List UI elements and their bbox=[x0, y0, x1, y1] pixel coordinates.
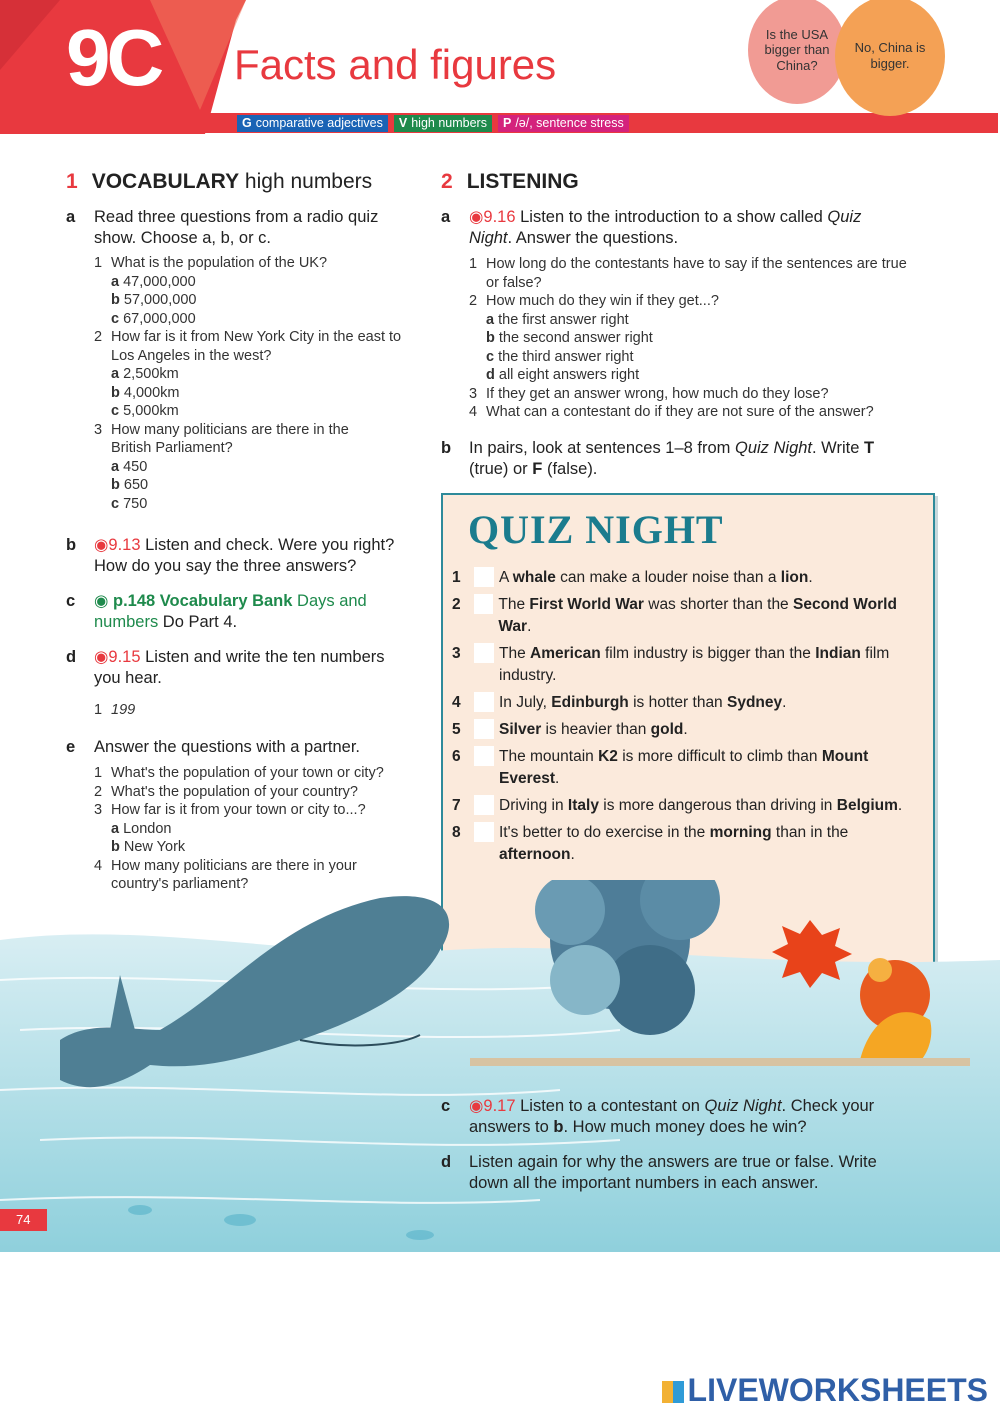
answer-box[interactable] bbox=[474, 795, 494, 815]
quiz-item: 5 Silver is heavier than gold. bbox=[452, 719, 922, 741]
exercise-1d: d ◉9.15 Listen and write the ten numbers you hear. bbox=[66, 648, 385, 687]
question-3-options: a 450 b 650 c 750 bbox=[111, 458, 149, 512]
exercise-2c: c ◉9.17 Listen to a contestant on Quiz Night. Check your answers to b. How much money does he win? bbox=[441, 1097, 875, 1136]
exercise-1b: b ◉9.13 Listen and check. Were you right? How do you say the three answers? bbox=[66, 536, 395, 575]
exercise-1e: e Answer the questions with a partner. bbox=[66, 738, 360, 756]
question-1: 1 What is the population of the UK? bbox=[94, 255, 328, 271]
quiz-item: 8 It's better to do exercise in the morning than in the afternoon. bbox=[452, 822, 922, 866]
answer-box[interactable] bbox=[474, 643, 494, 663]
quiz-statement-text: It's better to do exercise in the morning than in the afternoon. bbox=[499, 824, 849, 863]
quiz-statements bbox=[452, 567, 922, 871]
question-2-options: a 2,500km b 4,000km c 5,000km bbox=[111, 366, 180, 419]
answer-box[interactable] bbox=[474, 594, 494, 614]
section-1-heading: 1 VOCABULARY high numbers bbox=[66, 170, 373, 193]
ocean-illustration bbox=[0, 880, 1000, 1252]
exercise-2a-questions: 1 How long do the contestants have to say if the sentences are true or false? 2 How much do they win if they get...? a the first answer right b the second answer right c the third answer right d all eight answers right 3 If they get an answer wrong, how much do they lose? 4 What can a contestant do if they are not sure of the answer? bbox=[469, 256, 907, 420]
lesson-tags bbox=[237, 115, 629, 132]
quiz-statement-text: The mountain K2 is more difficult to climb than Mount Everest. bbox=[499, 748, 869, 787]
quiz-item: 2 The First World War was shorter than the Second World War. bbox=[452, 594, 922, 638]
question-3: 3 How many politicians are there in the British Parliament? bbox=[94, 421, 349, 456]
exercise-2a: a ◉9.16 Listen to the introduction to a show called Quiz Night. Answer the questions. bbox=[441, 208, 862, 247]
lion-icon bbox=[860, 958, 931, 1065]
speech-bubble-answer: No, China is bigger. bbox=[835, 0, 945, 116]
answer-box[interactable] bbox=[474, 719, 494, 739]
exercise-2d: d Listen again for why the answers are true or false. Write down all the important numbers in each answer. bbox=[441, 1153, 877, 1192]
exercise-1c: c ◉ p.148 Vocabulary Bank Days and numbers Do Part 4. bbox=[66, 592, 367, 631]
exercise-1a: a Read three questions from a radio quiz show. Choose a, b, or c. bbox=[66, 208, 379, 247]
quiz-item: 4 In July, Edinburgh is hotter than Sydney. bbox=[452, 692, 922, 714]
tag-pronunciation: P /ə/, sentence stress bbox=[498, 115, 629, 132]
liveworksheets-logo: LIVEWORKSHEETS bbox=[662, 1372, 988, 1409]
tag-grammar: G comparative adjectives bbox=[237, 115, 388, 132]
quiz-statement-text: A whale can make a louder noise than a lion. bbox=[499, 569, 813, 586]
section-2-heading: 2 LISTENING bbox=[441, 170, 579, 193]
quiz-title: QUIZ NIGHT bbox=[468, 507, 724, 552]
answer-box[interactable] bbox=[474, 822, 494, 842]
quiz-statement-text: Driving in Italy is more dangerous than driving in Belgium. bbox=[499, 797, 903, 814]
quiz-statement-text: The First World War was shorter than the Second World War. bbox=[498, 596, 897, 635]
quiz-statement-text: Silver is heavier than gold. bbox=[499, 721, 688, 738]
audio-icon[interactable]: ◉ bbox=[94, 648, 109, 666]
answer-box[interactable] bbox=[474, 692, 494, 712]
quiz-item: 7 Driving in Italy is more dangerous than driving in Belgium. bbox=[452, 795, 922, 817]
audio-icon[interactable]: ◉ bbox=[469, 1097, 484, 1115]
exercise-1d-example: 1 199 bbox=[94, 702, 136, 718]
tag-vocabulary: V high numbers bbox=[394, 115, 492, 132]
speech-bubble-question: Is the USA bigger than China? bbox=[748, 0, 846, 104]
question-2: 2 How far is it from New York City in the east to Los Angeles in the west? bbox=[94, 329, 402, 364]
answer-box[interactable] bbox=[474, 567, 494, 587]
quiz-item: 6 The mountain K2 is more difficult to climb than Mount Everest. bbox=[452, 746, 922, 790]
quiz-question-list bbox=[94, 254, 414, 513]
answer-box[interactable] bbox=[474, 746, 494, 766]
lesson-number: 9C bbox=[66, 13, 161, 102]
page-number: 74 bbox=[0, 1209, 47, 1231]
exercise-2b: b In pairs, look at sentences 1–8 from Quiz Night. Write T (true) or F (false). bbox=[441, 439, 875, 478]
question-1-options: a 47,000,000 b 57,000,000 c 67,000,000 bbox=[111, 273, 197, 327]
audio-icon[interactable]: ◉ bbox=[469, 208, 484, 226]
audio-icon[interactable]: ◉ bbox=[94, 536, 109, 554]
logo-grid-icon bbox=[662, 1381, 684, 1403]
vocabulary-bank-icon: ◉ bbox=[94, 592, 109, 610]
quiz-statement-text: In July, Edinburgh is hotter than Sydney. bbox=[499, 694, 787, 711]
ground-strip bbox=[470, 1058, 970, 1066]
exercise-1e-questions: 1 What's the population of your town or city? 2 What's the population of your country? 3 How far is it from your town or city to...? a London b New York 4 How many politicians are there in your country's parliament? bbox=[94, 765, 384, 892]
vocabulary-bank-link[interactable]: p.148 Vocabulary Bank bbox=[113, 592, 293, 610]
quiz-statement-text: The American film industry is bigger than the Indian film industry. bbox=[499, 645, 890, 684]
page-title: Facts and figures bbox=[234, 41, 557, 88]
quiz-item: 1 A whale can make a louder noise than a lion. bbox=[452, 567, 922, 589]
quiz-item: 3 The American film industry is bigger than the Indian film industry. bbox=[452, 643, 922, 687]
